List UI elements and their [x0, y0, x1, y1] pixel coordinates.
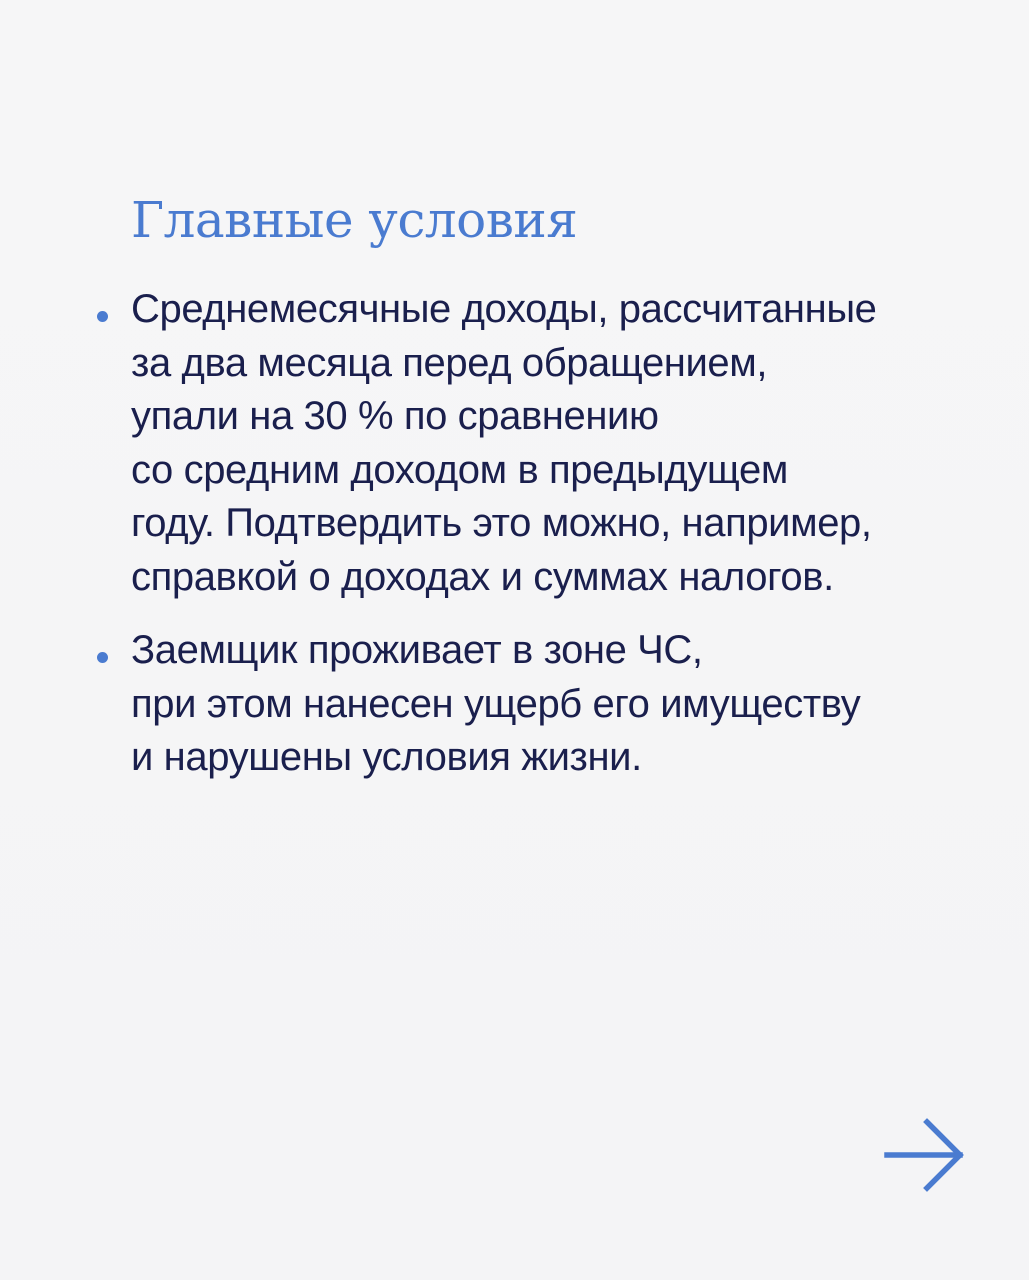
bullet-icon [97, 652, 108, 663]
condition-line: Среднемесячные доходы, рассчитанные [131, 287, 877, 331]
condition-item-income [97, 283, 997, 604]
page-title: Главные условия [131, 191, 578, 249]
conditions-list [97, 283, 997, 805]
condition-line: и нарушены условия жизни. [131, 735, 642, 779]
condition-line: году. Подтвердить это можно, например, [131, 501, 872, 545]
condition-text [131, 624, 997, 785]
condition-line: упали на 30 % по сравнению [131, 394, 659, 438]
next-slide-button[interactable] [884, 1114, 966, 1196]
arrow-right-icon [887, 1122, 960, 1188]
condition-item-emergency [97, 624, 997, 785]
condition-text [131, 283, 997, 604]
condition-line: за два месяца перед обращением, [131, 340, 768, 385]
bullet-icon [97, 311, 108, 322]
condition-line: со средним доходом в предыдущем [131, 447, 788, 492]
condition-line: при этом нанесен ущерб его имуществу [131, 681, 861, 726]
condition-line: справкой о доходах и суммах налогов. [131, 554, 834, 599]
condition-line: Заемщик проживает в зоне ЧС, [131, 628, 703, 672]
